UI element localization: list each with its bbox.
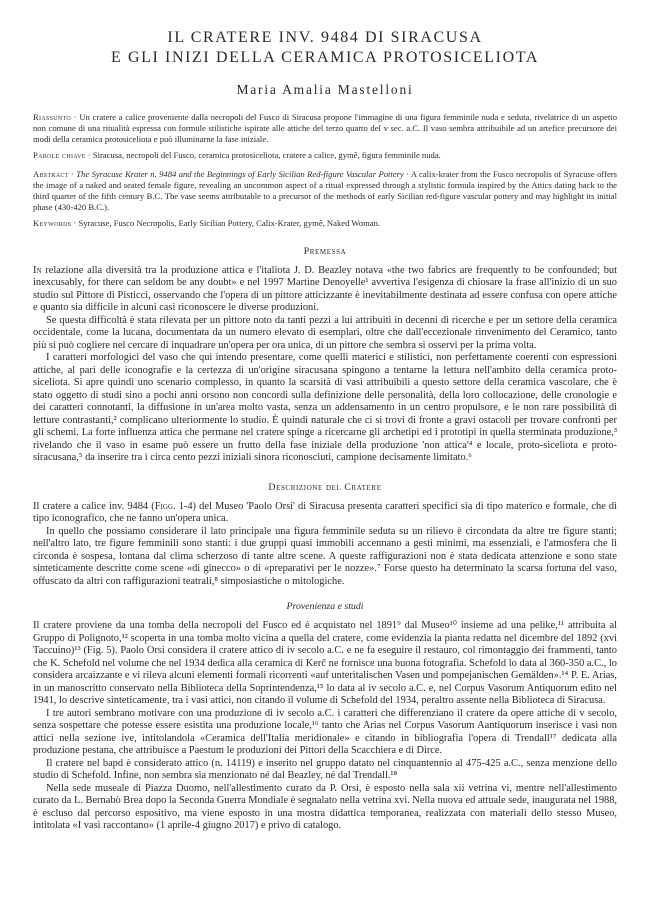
- provenienza-paragraph-1: Il cratere proviene da una tomba della necropoli del Fusco ed è acquistato nel 1891⁹ dal Museo¹⁰ insieme ad una pelike,¹¹ attribuita al Gruppo di Polignoto,¹² scoperta in una tomba molto vicina a quella del cratere, come evidenzia la pianta redatta nel dicembre del 1892 (xvi Taccuino)¹³ (Fig. 5). Paolo Orsi considera il cratere attico di iv secolo a.C. e ne fa eseguire il restauro, col rimontaggio dei frammenti, tanto che K. Schefold nel volume che nel 1934 dedica alla ceramica di Kerč ne fornisce una buona fotografia. Schefold lo data al 360-350 a.C., lo considera arcaizzante e vi rileva alcuni elementi formali ricorrenti «auf unteritalischen Vasen und pompejanischen Gemälden».¹⁴ P. E. Arias, in un manoscritto conservato nella Biblioteca della Soprintendenza,¹⁵ lo data al iv secolo a.C. e, nel Corpus Vasorum Antiquorum edito nel 1941, lo descrive sinteticamente, tra i vasi attici, non citando il volume di Schefold del 1934, peraltro assente nella Biblioteca di Siracusa.: [33, 620, 617, 707]
- descrizione-p1-a: Il cratere a calice inv. 9484 (: [33, 500, 155, 512]
- section-heading-descrizione: Descrizione del Cratere: [268, 481, 382, 493]
- title-line-1: IL CRATERE INV. 9484 DI SIRACUSA: [167, 29, 483, 46]
- riassunto-block: [33, 112, 617, 146]
- keywords-block: [33, 218, 617, 229]
- abstract-text: · A calix-krater from the Fusco necropolis of Syracuse offers the image of a naked and seated female figure, revealing an uncommon aspect of a ritual expressed through a stylistic formula inspired by the Attics dating back to the third quarter of the fifth century B.C. The vase seems attributable to a precursor of the methods of early Sicilian red-figure vascular pottery and may highlight its initial phase (430-420 B.C.).: [33, 168, 617, 213]
- provenienza-paragraph-2: I tre autori sembrano motivare con una produzione di iv secolo a.C. i caratteri che differenziano il cratere da opere attiche di v secolo, senza sospettare che potesse essere esistita una produzione locale,¹⁶ tanto che Arias nel Corpus Vasorum Aantiquorum inserisce i vasi non attici nella sezione ive, intitolandola «Ceramica dell'Italia meridionale» e citando in bibliografia l'opera di Trendall¹⁷ dedicata alla produzione pestana, che attribuisce a Paestum le produzioni dei Pittori della Scacchiera e di Dirce.: [33, 707, 617, 757]
- abstract-block: Abstract · The Syracuse Krater n. 9484 and the Beginnings of Early Sicilian Red-figure Vascular Pottery · A calix-krater from the Fusco necropolis of Syracuse offers the image of a naked and seated female figure, revealing an uncommon aspect of a ritual expressed through a stylistic formula inspired by the Attics dating back to the third quarter of the fifth century B.C. The vase seems attributable to a precursor of the methods of early Sicilian red-figure vascular pottery and may highlight its initial phase (430-420 B.C.).: [33, 168, 617, 213]
- descrizione-paragraph-2: In quello che possiamo considerare il lato principale una figura femminile seduta su un rilievo è circondata da altre tre figure stanti; nell'altro lato, tre figure femminili sono stanti: i due gruppi quasi immobili accennano a gesti minimi, ma essenziali, e l'atmosfera che li circonda è sospesa, lontana dal clima scherzoso di tante altre scene. A queste raffigurazioni non è stata dedicata attenzione e sono state sinteticamente descritte come scene «di ginecco» o di «preparativi per le nozze».⁷ Forse questo ha determinato la scarsa fortuna del vaso, offuscato da altri con raffigurazioni teatrali,⁸ simposiastiche o mitologiche.: [33, 525, 617, 587]
- premessa-paragraph-1: [33, 265, 617, 315]
- parole-chiave-text: · Siracusa, necropoli del Fusco, ceramica protosiceliota, cratere a calice, gymê, figura femminile nuda.: [85, 149, 441, 160]
- premessa-lead-word: In: [33, 264, 42, 276]
- premessa-paragraph-1-text: relazione alla diversità tra la produzione attica e l'italiota J. D. Beazley notava «the two fabrics are frequently to be confounded; but inexcusably, for there can seldom be any doubt» e nel 1997 Martine Denoyelle¹ avvertiva l'esigenza di chiosare la frase all'inizio di un suo studio sul Pittore di Pisticci, osservando che l'opera di un pittore atticizzante è inevitabilmente destinata ad essere confusa con opere attiche e quanto sia difficile in alcuni casi riconoscere le diverse produzioni.: [33, 264, 617, 314]
- keywords-label: Keywords: [33, 217, 72, 228]
- keywords-text: · Syracuse, Fusco Necropolis, Early Sicilian Pottery, Calix-Krater, gymê, Naked Woman.: [71, 217, 381, 228]
- premessa-paragraph-2: Se questa difficoltà è stata rilevata per un pittore noto da tanti pezzi a lui attribuiti in decenni di ricerche e per un settore della ceramica occidentale, come la lucana, documentata da un numero elevato di esemplari, oltre che dall'eccezionale rinvenimento del Ceramico, tanto più si può cogliere nel cercare di inquadrare un'opera per ora unica, di un pittore che sembra si osservi per la prima volta.: [33, 314, 617, 351]
- premessa-paragraph-3: I caratteri morfologici del vaso che qui intendo presentare, come quelli materici e stilistici, non perfettamente coerenti con espressioni attiche, al pari delle iconografie e la certezza di un'origine siracusana spingono a tentarne la lettura nell'ambito della ceramica proto-siceliota. Si apre quindi uno scenario complesso, in quanto la scarsità di vasi attribuibili a questo settore della ceramica vascolare, che è stato oggetto di studi sino a pochi anni orsono non concordi sulla definizione delle personalità, della loro collocazione, delle cronologie e dei caratteri connotanti, la diffusione in un'area molto vasta, senza un addensamento in un centro propulsore, e le non rare possibilità di letture contrastanti,² complicano ulteriormente lo studio. È quindi naturale che ci si trovi di fronte a gravi ostacoli per trovare confronti per gli schemi. La forte influenza attica che permane nel cratere spinge a ricercarne gli archetipi ed i prototipi in quella sterminata produzione,³ rivelando che il vaso in esame può essere un frutto della fase iniziale della produzione 'non attica'⁴ e locale, proto-siceliota e proto-siracusana,⁵ da inserire tra i circa cento pezzi iniziali sinora riconosciuti, campione decisamente limitato.⁶: [33, 352, 617, 464]
- author-name: Maria Amalia Mastelloni: [236, 82, 414, 97]
- descrizione-paragraph-1: [33, 501, 617, 526]
- title-line-2: E GLI INIZI DELLA CERAMICA PROTOSICELIOTA: [111, 49, 539, 66]
- riassunto-label: Riassunto: [33, 112, 71, 122]
- subsection-heading-provenienza: Provenienza e studi: [286, 601, 364, 613]
- provenienza-paragraph-3: Il cratere nel bapd è considerato attico (n. 14119) e inserito nel gruppo datato nel cinquantennio al 475-425 a.C., senza menzione dello studio di Schefold. Infine, non sembra sia menzionato né dal Beazley, né dal Trendall.¹⁸: [33, 757, 617, 782]
- abstract-label: Abstract: [33, 168, 69, 179]
- abstract-title: The Syracuse Krater n. 9484 and the Beginnings of Early Sicilian Red-figure Vascular Pottery: [76, 168, 404, 179]
- section-heading-premessa: Premessa: [303, 245, 347, 257]
- descrizione-figg: Figg.: [154, 500, 176, 512]
- riassunto-text: · Un cratere a calice proveniente dalla necropoli del Fusco di Siracusa propone l'immagine di una figura femminile nuda e seduta, rivelatrice di un aspetto non comune di una ritualità espressa con formule stilistiche ispirate alle attiche del terzo quarto del v sec. a.C. Il vaso sembra attribuibile ad un artefice precursore dei modi della ceramica protosiceliota e può illuminarne la fase iniziale.: [33, 112, 617, 145]
- article-title: [33, 28, 617, 68]
- parole-chiave-label: Parole chiave: [33, 149, 86, 160]
- provenienza-paragraph-4: Nella sede museale di Piazza Duomo, nell'allestimento curato da P. Orsi, è esposto nella sala xii vetrina vi, mentre nell'allestimento curato da L. Bernabò Brea dopo la Seconda Guerra Mondiale è segnalato nella vetrina xvi. Nella nuova ed attuale sede, inaugurata nel 1988, è escluso dal percorso espositivo, ma viene esposto in una mostra didattica temporanea, realizzata con materiali dello stesso Museo, intitolata «I vasi raccontano» (1 aprile-4 giugno 2017) e privo di catalogo.: [33, 782, 617, 832]
- descrizione-p1-b: 1-4) del Museo 'Paolo Orsi' di Siracusa presenta caratteri specifici sia di tipo materico e formale, che di tipo iconografico, che ne fanno un'opera unica.: [33, 500, 617, 525]
- parole-chiave-block: [33, 150, 617, 161]
